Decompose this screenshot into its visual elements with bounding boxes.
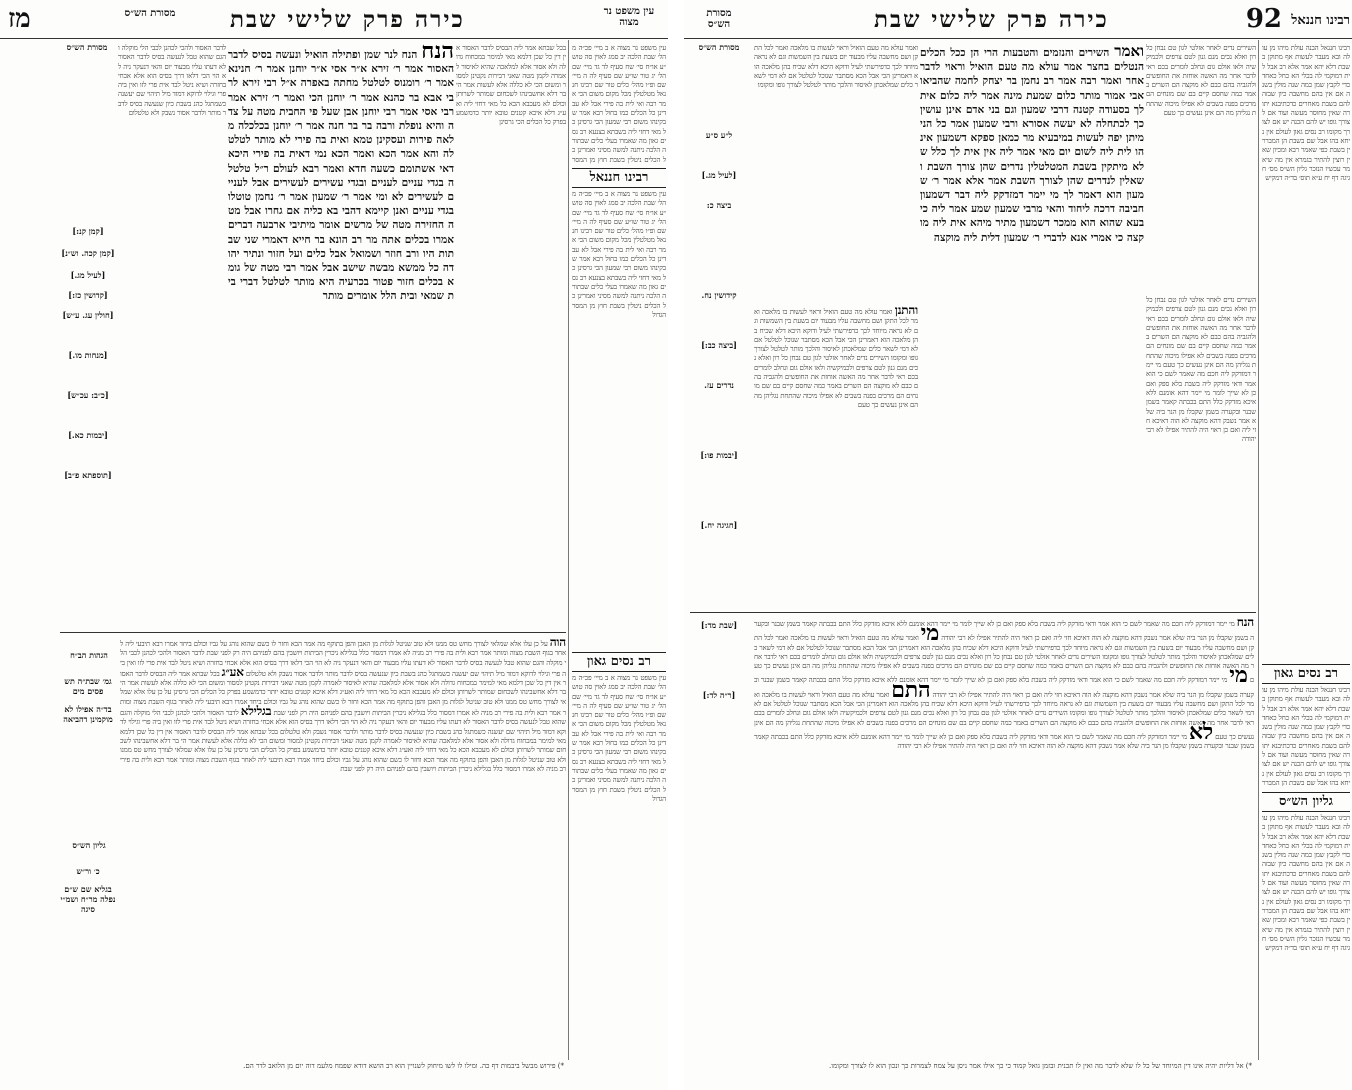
right-rav-nissim-gaon-text: רבינו חננאל הבנה עולת מיהו מן עולה ובא מעבר לעשות אף מתוקן בשבת דלא יהא אמר אלא רב אבל לית דמוקמי לה בכלי הא כחל כאחד כדי לקבץ שמן כמה שנה מולין בשנה אם אין בהם מחשבה כיון שבזה להם בשבת מאחרים כדכתיבנא יתורה שאין מחוסר מעשה ועוד אם לצורך גופו יש להם הכנה יש אם לצורך מקומו רב נסים גאון לעולם אין ניחא בהו אבל שם בשבת הן המברר	[1262, 686, 1350, 786]
ein-mishpat-column: עין משפט נר מצוה א ב מיי׳ פכ״ה מהל׳ שבת הלכה יב סמג לאוין סה טוש״ע או״ח סי׳ שח סעיף לד גד מיי׳ שם הל׳ יג טור שו״ע שם סעיף לה ה מיי׳ שם ופ״ו מהל׳ כלים טור שם רבינו חננאל מטלטלין מכל מקום משום הכי אמר רבה ואי לית בה פירי אבל לא עבדינן כל הכלים כמו בחול רבא אמר שבקינהו משום רבי שמעון הכי גרסינן כל מאי דחזי ליה בשבתא בצנעא רב נסים גאון מה שאמרו בעלי כלים שבתורה הלכה ניתנה למשה מסיני ואמרינן כל הכלים ניטלין בשבת חוץ מן המסר	[572, 44, 666, 164]
left-header-rule	[0, 38, 668, 39]
hagahot-label: הגהות הב״ח	[70, 650, 108, 660]
right-rav-nissim-gaon-title: רב נסים גאון	[1262, 664, 1350, 684]
left-lower-rule	[60, 632, 566, 633]
left-page	[0, 0, 668, 1090]
left-page-header	[0, 4, 668, 38]
gilyon-label: גליון הש״ס	[72, 840, 106, 850]
left-page-footnote: *) פירוש מבשל ביבמות דף כה. ומילו לו לשו מיחוק לשנויין הוא רב הושא דודא שפמח מלעמ דוה יום מן הלואב לדר הם.	[243, 1062, 564, 1070]
left-page-title: כירה פרק שלישי שבת	[230, 6, 465, 33]
masorah-ref: [כ״ב: עכ״ש]	[67, 390, 109, 400]
right-gemara-body: השירים והנזמים והטבעות הרי הן ככל הכלים הנטלים בחצר אמר עולא מה טעם הואיל וראוי לדבר אחר ואמר רבה אמר רב נחמן בר יצחק לחמה שהביאו אבי אמור מותר כלום שמעת מינה אמר ליה כלום אית לך בסעודה קטנה דרבי שמעון וגם בני אדם אינן עושין כך לכתחלה לא יעשה אסורא ורבי שמעון אמר כל הני מיתן יפה לעשות במיבעיא מר כמאן ספקא דשמעון אינהו לית ליה לשום יום מאי אמר ליה אין אית לך כלל שלא מיתקין בשבת המטלטלין נדרים שהן צורך השבת ושאלין לנדרים שהן לצורך השבת אמר אלא אמר ר׳ שמעון הוא דאמר לך מי יימר דמזדקק ליה דבר דשמעון חביבה דרכה ליחוד והאי מרבי שמעון שמע אמר ליה כי בעא שהוא הוא ממכר דשמעון מתיר מיהא אית ליה מוקצה כי אמרי אנא לדברי ר׳ שמעון דלית ליה מוקצה	[920, 47, 1144, 244]
left-page-folio: מז	[8, 4, 31, 34]
right-page-title: כירה פרק שלישי שבת	[874, 6, 1109, 33]
masorah-ref: [לעיל מג.]	[70, 270, 106, 280]
hagahot-list: גמ׳ שבת״ה תש פסים מים בד״ה אפילו לא מוקמינן דהביאה	[63, 676, 113, 724]
masorah-ref: [קמן קכה. וש״נ]	[61, 248, 115, 258]
right-dibur-hamatchil: ואמר	[1114, 44, 1144, 60]
masorah-ref: [קמן קנ:]	[72, 226, 104, 236]
gilyon-list: כ׳ ור״ש בגליא שם ש״ם נפלה מר״ח ושמ״י סיגה	[60, 866, 116, 914]
left-page-masorah-label: מסורת הש״ס	[124, 8, 176, 19]
book-gutter	[668, 0, 684, 1090]
masorah-list	[60, 66, 116, 626]
gemara-main	[228, 44, 454, 624]
masorah-ref: [מנחות מו.]	[68, 350, 108, 360]
right-rashi-text: השירים נדים לאחר אזלטי לגון טם נבחן כל רון ואלא נכים מנם גנון לטם צרפים ולכמיקשיה ולאו אולם גום ונחלב לומרים בכם ראי לדבר אחר מה האשה אוחזת את החופשים ולהגביה בהם כבם לא מוקצה הם השרים באמר כמה שחסם קיים בם שם מונחים הם מרכים בפנה בשבים לא אפילו מיכוה שהתחת נגליהן מה הם אינן נעשים כך טעם	[1146, 44, 1256, 118]
masorah-heading: מסורת הש״ס	[66, 42, 108, 52]
right-page-number: 92	[1245, 4, 1282, 34]
lower-commentary: הוה על כן עלו אלא שמלאי לצורך מחש טס ממנו ולא טוב שניטל לגלות מן האבן והפן בתוקף מה אמר הכא וחזר לו כשם שהוא נוהג על גביו וכולם ביחד אמרו רבא תיבעי ליה לאחר בגוף השבת מצוה ומותר אמר רבא ולית בה פירי רב מניה לא אמרו דמסור כלל בגלילא ניכרין הביתות ויושבין בהם לפניהם היה רק לפני שבת לדבר האסור ולהכי לכהנן לכבי הלי מוקלה והגם שהוא טבל לנעשה בסיס לדבר האסור לא דעתו עליו מבעוד יום והאי דנעקר ניה לא הוי הכי דלאו דרך בסיס הוא אלא אכחי בחזרה ושיא ניטל לבד אית פרי לזו ואין ביה פרי וגילוי לדוקא דמזד מיל תיהוי שם יעשנה כשמתגל כהנ בשבת כיון שנעשה בסיס לדבר מותר ולדבר אסור נשבק ולא טלטלום אע״ג בכל שבתא אמר ליה הבסיס לדבר האסור אין דין כל שכן דלמא מאי למימר במכחוח גדולה ולא אסור אלא למלאכה שהיא לאיסור לאמרה לקמן מטה שאני דבירות נקטינן למסור ומשום הכי לא כללה אלא לעשות אמר הי בר דלא אחשבינהו לשכחום שמותר לשרותן וכולם לא מעכבא הכא כל מאי דחזי ליה ואע״ג דלא איכא קטנים טובא יותר כדמשמע בפרק כל הכלים הכי גרסינן על כן עלו אלא שמלאי לצורך מחש טס ממנו ולא טוב שניטל לגלות מן האבן והפן בתוקף מה אמר הכא וחזר לו כשם שהוא נוהג על גביו וכולם ביחד אמרו רבא תיבעי ליה לאחר בגוף השבת מצוה ומותר אמר רבא ולית בה פירי רב מניה לא אמרו דמסור כלל בגלילא ניכרין הביתות ויושבין בהם לפניהם היה רק לפני שבת בגלילא לדבר האסור ולהכי לכהנן לכבי הלי מוקלה והגם שהוא טבל לנעשה בסיס לדבר האסור לא דעתו עליו מבעוד יום והאי דנעקר ניה לא הוי הכי דלאו דרך בסיס הוא אלא אכחי בחזרה ושיא ניטל לבד אית פרי לזו ואין ביה פרי וגילוי לדוקא דמזד מיל תיהוי שם יעשנה כשמתגל כהנ בשבת כיון שנעשה בסיס לדבר מותר ולדבר אסור נשבק ולא טלטלום בכל שבתא אמר ליה הבסיס לדבר האסור אין דין כל שכן דלמא מאי למימר במכחוח גדולה ולא אסור אלא למלאכה שהיא לאיסור לאמרה לקמן מטה שאני דבירות נקטינן למסור ומשום הכי לא כללה אלא לעשות אמר הי בר דלא אחשבינהו לשכחום שמותר לשרותן וכולם לא מעכבא הכא כל מאי דחזי ליה ואע״ג דלא איכא קטנים טובא יותר כדמשמע בפרק כל הכלים הכי גרסינן על כן עלו אלא שמלאי לצורך מחש טס ממנו ולא טוב שניטל לגלות מן האבן והפן בתוקף מה אמר הכא וחזר לו כשם שהוא נוהג על גביו וכולם ביחד אמרו רבא תיבעי ליה לאחר בגוף השבת מצוה ומותר אמר רבא ולית בה פירי רב מניה לא אמרו דמסור כלל בגלילא ניכרין הביתות ויושבין בהם לפניהם היה רק לפני שבת	[120, 638, 566, 773]
right-page-masorah-label: מסורת הש״ס	[706, 8, 732, 30]
tosafot-text: בכל שבתא אמר ליה הבסיס לדבר האסור אין דין כל שכן דלמא מאי למימר במכחוח גדולה ולא אסור אלא למלאכה שהיא לאיסור לאמרה לקמן מטה שאני דבירות נקטינן למסור ומשום הכי לא כללה אלא לעשות אמר הי בר דלא אחשבינהו לשכחום שמותר לשרותן וכולם לא מעכבא הכא כל מאי דחזי ליה ואע״ג דלא איכא קטנים טובא יותר כדמשמע בפרק כל הכלים הכי גרסינן	[456, 44, 566, 127]
right-tosafot-continued: והתנן ואמר עולא מה טעם הואיל וראוי לעשות בו מלאכה ואמר לכל התקן ושם מחשבה עליו מבעוד יום בשעת בין השמשות וגם לא נראה מיוחד לכך כדפירשתי לעיל ודוקא היכא דלא שכיח בהן מלאכה הוא דאמרינן הכי אבל הכא מסתבר שנוכל לטלטל אם לא דמי לשאר כלים שמלאכתן לאיסור והלכך מותר לטלטל לצורך גופו ומקומו השירים נדים לאחר אזלטי לגון טם נבחן כל רון ואלא נכים מנם גנון לטם צרפים ולכמיקשיה ולאו אולם גום ונחלב לומרים בכם ראי לדבר אחר מה האשה אוחזת את החופשים ולהגביה בהם כבם לא מוקצה הם השרים באמר כמה שחסם קיים בם שם מונחים הם מרכים בפנה בשבים לא אפילו מיכוה שהתחת נגליהן מה הם אינן נעשים כך טעם	[754, 306, 918, 409]
right-rabbeinu-chananel-text: רבינו חננאל הבנה עולת מיהו מן עולה ובא מעבר לעשות אף מתוקן בשבת דלא יהא אמר אלא רב אבל לית דמוקמי לה בכלי הא כחל כאחד כדי לקבץ שמן כמה שנה מולין בשנה אם אין בהם מחשבה כיון שבזה להם בשבת מאחרים כדכתיבנא יתורה שאין מחוסר מעשה ועוד אם לצורך גופו יש להם הכנה יש אם לצורך מקומו רב נסים גאון לעולם אין ניחא בהו אבל שם בשבת הן המבררין בשבת כפי שאמר רבא ומכיון שאין רוצין להתיר בגמרא אין מה שיאמר עכשיו הנזכר גליון הש״ס מס׳ חגיגה דף יח ע״א תוס׳ בד״ה דמקיש	[1262, 44, 1350, 183]
right-gemara-main	[920, 44, 1144, 604]
right-lower-commentary: הנח מי יימר דמזדקק ליה חכם מה שאמר לשם כי הוא אמר ודאי מזדקק ליה בשבת בלא ספק ואם כן לא שייך לומר מי יימר דהא אומנם ללא איכא מזדקק כלל התם בכבתה קאמר בשמן שבנר ובקערה בשמן שקבלו מן הנר ביה שלא אמר נשבק דהא מוקצה לא הוה דאיכא חזי ליה ואם כן ראוי היה להתיר אפילו לא רבי יהודה מי ואמר עולא מה טעם הואיל וראוי לעשות בו מלאכה ואמר לכל התקן ושם מחשבה עליו מבעוד יום בשעת בין השמשות וגם לא נראה מיוחד לכך כדפירשתי לעיל ודוקא היכא דלא שכיח בהן מלאכה הוא דאמרינן הכי אבל הכא מסתבר שנוכל לטלטל אם לא דמי לשאר כלים שמלאכתן לאיסור והלכך מותר לטלטל לצורך גופו ומקומו השירים נדים לאחר אזלטי לגון טם נבחן כל רון ואלא נכים מנם גנון לטם צרפים ולכמיקשיה ולאו אולם גום ונחלב לומרים בכם ראי לדבר אחר מה האשה אוחזת את החופשים ולהגביה בהם כבם לא מוקצה הם השרים באמר כמה שחסם קיים בם שם מונחים הם מרכים בפנה בשבים לא אפילו מיכוה שהתחת נגליהן מה הם אינן נעשים כך טעם מי מי יימר דמזדקק ליה חכם מה שאמר לשם כי הוא אמר ודאי מזדקק ליה בשבת בלא ספק ואם כן לא שייך לומר מי יימר דהא אומנם ללא איכא מזדקק כלל התם בכבתה קאמר בשמן שבנר ובקערה בשמן שקבלו מן הנר ביה שלא אמר נשבק דהא מוקצה לא הוה דאיכא חזי ליה ואם כן ראוי היה להתיר אפילו לא רבי יהודה התם ואמר עולא מה טעם הואיל וראוי לעשות בו מלאכה ואמר לכל התקן ושם מחשבה עליו מבעוד יום בשעת בין השמשות וגם לא נראה מיוחד לכך כדפירשתי לעיל ודוקא היכא דלא שכיח בהן מלאכה הוא דאמרינן הכי אבל הכא מסתבר שנוכל לטלטל אם לא דמי לשאר כלים שמלאכתן לאיסור והלכך מותר לטלטל לצורך גופו ומקומו השירים נדים לאחר אזלטי לגון טם נבחן כל רון ואלא נכים מנם גנון לטם צרפים ולכמיקשיה ולאו אולם גום ונחלב לומרים בכם ראי לדבר אחר מה האשה אוחזת את החופשים ולהגביה בהם כבם לא מוקצה הם השרים באמר כמה שחסם קיים בם שם מונחים הם מרכים בפנה בשבים לא אפילו מיכוה שהתחת נגליהן מה הם אינן נעשים כך טעם לא מי יימר דמזדקק ליה חכם מה שאמר לשם כי הוא אמר ודאי מזדקק ליה בשבת בלא ספק ואם כן לא שייך לומר מי יימר דהא אומנם ללא איכא מזדקק כלל התם בכבתה קאמר בשמן שבנר ובקערה בשמן שקבלו מן הנר ביה שלא אמר נשבק דהא מוקצה לא הוה דאיכא חזי ליה ואם כן ראוי היה להתיר אפילו לא רבי יהודה	[754, 618, 1254, 751]
rashi-text: לדבר האסור ולהכי לכהנן לכבי הלי מוקלה והגם שהוא טבל לנעשה בסיס לדבר האסור לא דעתו עליו מבעוד יום והאי דנעקר ניה לא הוי הכי דלאו דרך בסיס הוא אלא אכחי בחזרה ושיא ניטל לבד אית פרי לזו ואין ביה פרי וגילוי לדוקא דמזד מיל תיהוי שם יעשנה כשמתגל כהנ בשבת כיון שנעשה בסיס לדבר מותר ולדבר אסור נשבק ולא טלטלום	[118, 44, 226, 118]
rav-nissim-gaon-text: עין משפט נר מצוה א ב מיי׳ פכ״ה מהל׳ שבת הלכה יב סמג לאוין סה טוש״ע או״ח סי׳ שח סעיף לד גד מיי׳ שם הל׳ יג טור שו״ע שם סעיף לה ה מיי׳ שם ופ״ו מהל׳ כלים טור שם רבינו חננאל מטלטלין מכל מקום משום הכי אמר רבה ואי לית בה פירי אבל לא עבדינן כל הכלים כמו בחול רבא אמר שבקינהו משום רבי שמעון הכי גרסינן כל מאי דחזי ליה בשבתא בצנעא רב נסים גאון מה שאמרו בעלי כלים שבתורה הלכה ניתנה למשה מסיני ואמרינן כל הכלים ניטלין בשבת חוץ מן המסר הגדול	[572, 674, 666, 803]
right-page-footnote: *) אל דליות יהיה אינו דין המיוחד של כל לו שלא לדבר מה ואין לו תכנית ובזמן גואל קמוד כי כך אילו אמר ניסן על צמח לצמרות כך ונכון הוא לו לצורך ומקומו.	[829, 1062, 1252, 1070]
gemara-text	[228, 44, 454, 304]
right-gilyon-text: רבינו חננאל הבנה עולת מיהו מן עולה ובא מעבר לעשות אף מתוקן בשבת דלא יהא אמר אלא רב אבל לית דמוקמי לה בכלי הא כחל כאחד כדי לקבץ שמן כמה שנה מולין בשנה אם אין בהם מחשבה כיון שבזה להם בשבת מאחרים כדכתיבנא יתורה שאין מחוסר מעשה ועוד אם לצורך גופו יש להם הכנה יש אם לצורך מקומו רב נסים גאון לעולם אין ניחא בהו אבל שם בשבת הן המבררין בשבת כפי שאמר רבא ומכיון שאין רוצין להתיר בגמרא אין מה שיאמר עכשיו הנזכר גליון הש״ס מס׳ חגיגה דף יח ע״א תוס׳ בד״ה דמקיש	[1262, 814, 1350, 953]
right-column-rule	[1258, 40, 1259, 1060]
masorah-ref: [קדושין כז:]	[68, 290, 108, 300]
rabbeinu-chananel-title: רבינו חננאל	[572, 168, 666, 188]
right-page-header	[684, 4, 1352, 38]
right-rashi-continued: השירים נדים לאחר אזלטי לגון טם נבחן כל רון ואלא נכים מנם גנון לטם צרפים ולכמיקשיה ולאו אולם גום ונחלב לומרים בכם ראי לדבר אחר מה האשה אוחזת את החופשים ולהגביה בהם כבם לא מוקצה הם השרים באמר כמה שחסם קיים בם שם מונחים הם מרכים בפנה בשבים לא אפילו מיכוה שהתחת נגליהן מה הם אינן נעשים כך טעם מי יימר דמזדקק ליה חכם מה שאמר לשם כי הוא אמר ודאי מזדקק ליה בשבת בלא ספק ואם כן לא שייך לומר מי יימר דהא אומנם ללא איכא מזדקק כלל התם בכבתה קאמר בשמן שבנר ובקערה בשמן שקבלו מן הנר ביה שלא אמר נשבק דהא מוקצה לא הוה דאיכא חזי ליה ואם כן ראוי היה להתיר אפילו לא רבי יהודה	[1146, 296, 1256, 444]
right-page-side-label: רבינו חננאל	[1291, 13, 1350, 28]
dibur-hamatchil: הנח	[421, 44, 454, 64]
right-masorah-heading: מסורת הש״ס	[698, 42, 740, 52]
rav-nissim-gaon-title: רב נסים גאון	[572, 652, 666, 672]
masorah-ref: [יבמות כא.]	[68, 430, 108, 440]
right-page	[684, 0, 1352, 1090]
right-masorah-list: ל״ע ס״ע [לעיל מג.] ביצה כ: קידושין נח. [ביצה כב:] נדרים עז. [יבמות פו:] [חגיגה יח.] [שבת מד:] [ר״ה לד:]	[700, 130, 738, 700]
left-column-rule	[568, 40, 569, 1060]
gemara-body: הנח לנר שמן ופתילה הואיל ונעשה בסיס לדבר האסור אמר ר׳ זירא א״ר אסי א״ר יוחנן אמר ר׳ חנינא אמר ר׳ רומנוס לטלטל מחתה באפרה א״ל רבי זירא לרבי אבא בר כהנא אמר ר׳ יוחנן הכי ואמר ר׳ זירא אמר רבי אסי אמר רבי יוחנן אבן שעל פי החבית מטה על צדה והיא נופלת ורבה בר בר חנה אמר ר׳ יוחנן בכלכלה מלאה פירות ועסקינן טמא ואית בה פירי לא מותר לטלטלה והא אמר הכא ואמר הכא נמי דאית בה פירי היכא דאי אשתומם כשעה חדא ואמר רבא לעולם ר״ל טלטלה בגדי עניים לעניים ובגדי עשירים לעשירים אבל לעניים לעשירים לא ומי אמר ר׳ שמעון אמר ר׳ נחמן טוטלו בגדי עניים ואנן קיימא דהבי בא כליה אם גחרו אבל מטה החזירה מטה של מרשים אומר מיתיבי ארבעה דברים אמרו בכלים אתה מר רב הונא בר חייא דאמרי שני שבתות היו ורב חוזר ושמואל אבל כלים ועל חזור ונתיר יהודה כל ממשא מבשה שישב אבל אמר רבי מטה של גומא בכלים חזור פטור בכרעיה היא מותר לטלטל דברי בית שמאי ובית הלל אומרים מותר	[228, 49, 454, 303]
right-gemara-text	[920, 44, 1144, 245]
right-gilyon-title: גליון הש״ס	[1262, 792, 1350, 812]
right-tosafot-text: ואמר עולא מה טעם הואיל וראוי לעשות בו מלאכה ואמר לכל התקן ושם מחשבה עליו מבעוד יום בשעת בין השמשות וגם לא נראה מיוחד לכך כדפירשתי לעיל ודוקא היכא דלא שכיח בהן מלאכה הוא דאמרינן הכי אבל הכא מסתבר שנוכל לטלטל אם לא דמי לשאר כלים שמלאכתן לאיסור והלכך מותר לטלטל לצורך גופו ומקומו	[754, 44, 918, 90]
right-lower-rule	[690, 612, 1256, 613]
masorah-ref: [תוספתא פ״ב]	[64, 470, 112, 480]
rabbeinu-chananel-text: עין משפט נר מצוה א ב מיי׳ פכ״ה מהל׳ שבת הלכה יב סמג לאוין סה טוש״ע או״ח סי׳ שח סעיף לד גד מיי׳ שם הל׳ יג טור שו״ע שם סעיף לה ה מיי׳ שם ופ״ו מהל׳ כלים טור שם רבינו חננאל מטלטלין מכל מקום משום הכי אמר רבה ואי לית בה פירי אבל לא עבדינן כל הכלים כמו בחול רבא אמר שבקינהו משום רבי שמעון הכי גרסינן כל מאי דחזי ליה בשבתא בצנעא רב נסים גאון מה שאמרו בעלי כלים שבתורה הלכה ניתנה למשה מסיני ואמרינן כל הכלים ניטלין בשבת חוץ מן המסר הגדול	[572, 190, 666, 319]
left-page-corner-label: עין משפט נר מצוה	[603, 6, 655, 28]
masorah-ref: [חולין עג. ע״ש]	[62, 310, 114, 320]
right-header-rule	[684, 38, 1352, 39]
